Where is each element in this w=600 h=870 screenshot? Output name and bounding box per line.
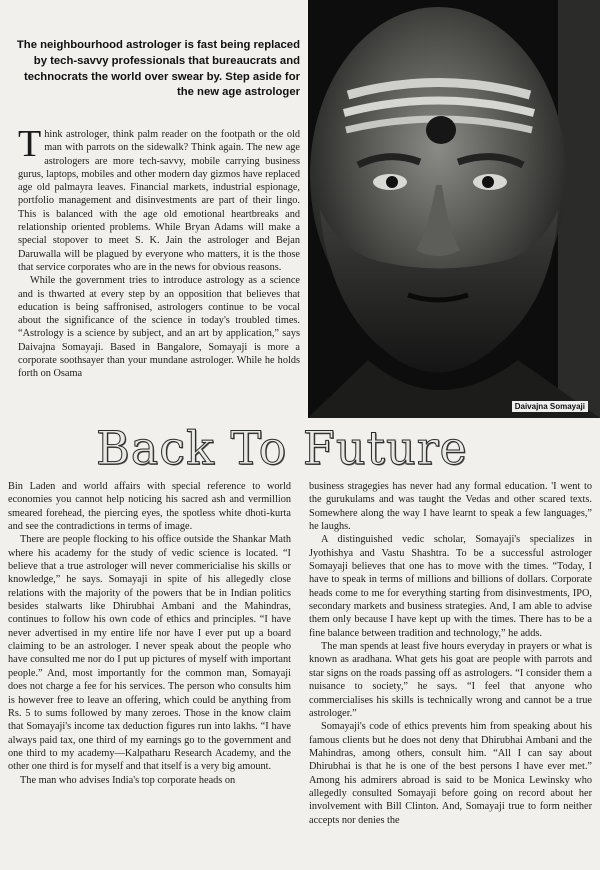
body-paragraph: A distinguished vedic scholar, Somayaji's specializes in Jyothishya and Vastu Shashtra. To be a successful astrologer Somayaji believes that one has to move with the times. “Today, I have to speak in terms of millions and billions of dollars. Corporate heads come to me for everything starting from disinvestments, IPO, secondary markets and business strategies. And, I am able to advise them only because I have kept up with the times. There has to be a fine balance between tradition and technology,” he adds. (309, 534, 592, 639)
intro-paragraph-text: hink astrologer, think palm reader on the footpath or the old man with parrots on the sidewalk? Think again. The new age astrologers are more tech-savvy, mobile carrying business gurus, laptops, mobiles and other modern day gizmos have replaced age old palmayra leaves. Financial markets, industrial espionage, portfolio management and disinvestments are part of their lingo. This is balanced with the age old emotional heartbreaks and relationship oriented problems. While Bryan Adams will make a special stopover to meet S. K. Jain the astrologer and Bejan Daruwalla will be plagued by everyone who matters, it is the those that service corporates who are in the news for obvious reasons. (18, 129, 300, 273)
intro-paragraph (18, 123, 300, 274)
headline: Back To Future (96, 421, 468, 475)
photo-caption: Daivajna Somayaji (512, 401, 588, 412)
standfirst: The neighbourhood astrologer is fast being replaced by tech-savvy professionals that bureaucrats and technocrats the world over swear by. Step aside for the new age astrologer (16, 39, 300, 99)
body-paragraph: There are people flocking to his office outside the Shankar Math where his academy for the study of vedic science is located. “I believe that a true astrologer will never commericialise his skills or knowledge,” he says. Somayaji in spite of his allegedly close relations with the majority of the powers that be in Indian politics besides stalwarts like Dhirubhai Ambani and the Mahindras, continues to follow his own code of ethics and principles. “I have never advertised in my entire life nor have I ever put up a board claiming to be an astrologer. I never speak about the people who have consulted me nor do I put up pictures of myself with important people.” And, most importantly for the common man, Somayaji does not charge a fee for his services. The person who consults him is however free to leave an offering, which could be anything from Rs. 5 to sums followed by many zeroes. Those in the know claim that Somayaji's income tax deduction figures run into lakhs. “I have always paid tax, one third of my earnings go to the government and one third to my academy—Kalpatharu Research Academy, and the other one third is for myself and that itself is a very big amount. (8, 534, 291, 773)
drop-cap: T (18, 123, 42, 165)
body-paragraph: Bin Laden and world affairs with special reference to world economies you cannot help noticing his sacred ash and vermillion smeared forehead, the piercing eyes, the spotless white dhoti-kurta and see the contradictions in terms of image. (8, 481, 291, 533)
body-paragraph: Somayaji's code of ethics prevents him from speaking about his famous clients but he does not deny that Dhirubhai Ambani and the Mahindras, among others, consult him. “All I can say about Dhirubhai is that he is one of the best persons I have ever met.” Among his admirers abroad is said to be Monica Lewinsky who allegedly consulted Somayaji before going on record about her involvement with Bill Clinton. And, Somayaji true to form neither accepts nor denies the (309, 721, 592, 826)
body-column-left (8, 480, 291, 870)
portrait-photo (308, 0, 600, 418)
portrait-illustration (308, 0, 600, 418)
intro-text (18, 123, 300, 381)
body-column-right (309, 480, 592, 870)
body-paragraph: business stragegies has never had any formal education. 'I went to the gurukulams and was taught the Vedas and other scared texts. Somewhere along the way I have learnt to speak a few languages,” he laughs. (309, 481, 592, 533)
intro-paragraph: While the government tries to introduce astrology as a science and is thwarted at every step by an opposition that believes that education is being saffronised, astrologers continue to be vocal about the significance of the science in today's troubled times. “Astrology is a science by subject, and an art by application,” says Daivajna Somayaji. Based in Bangalore, Somayaji is more a corporate soothsayer than your mundane astrologer. While he holds forth on Osama (18, 275, 300, 380)
body-paragraph: The man who advises India's top corporate heads on (20, 774, 236, 786)
body-paragraph: The man spends at least five hours everyday in prayers or what is known as aradhana. What gets his goat are people with parrots and star signs on the roads passing off as astrologers. “I consider them a nuisance to society,” he says. “I feel that anyone who commercialises his skills is technically wrong and cannot be a true astrologer.” (309, 641, 592, 719)
